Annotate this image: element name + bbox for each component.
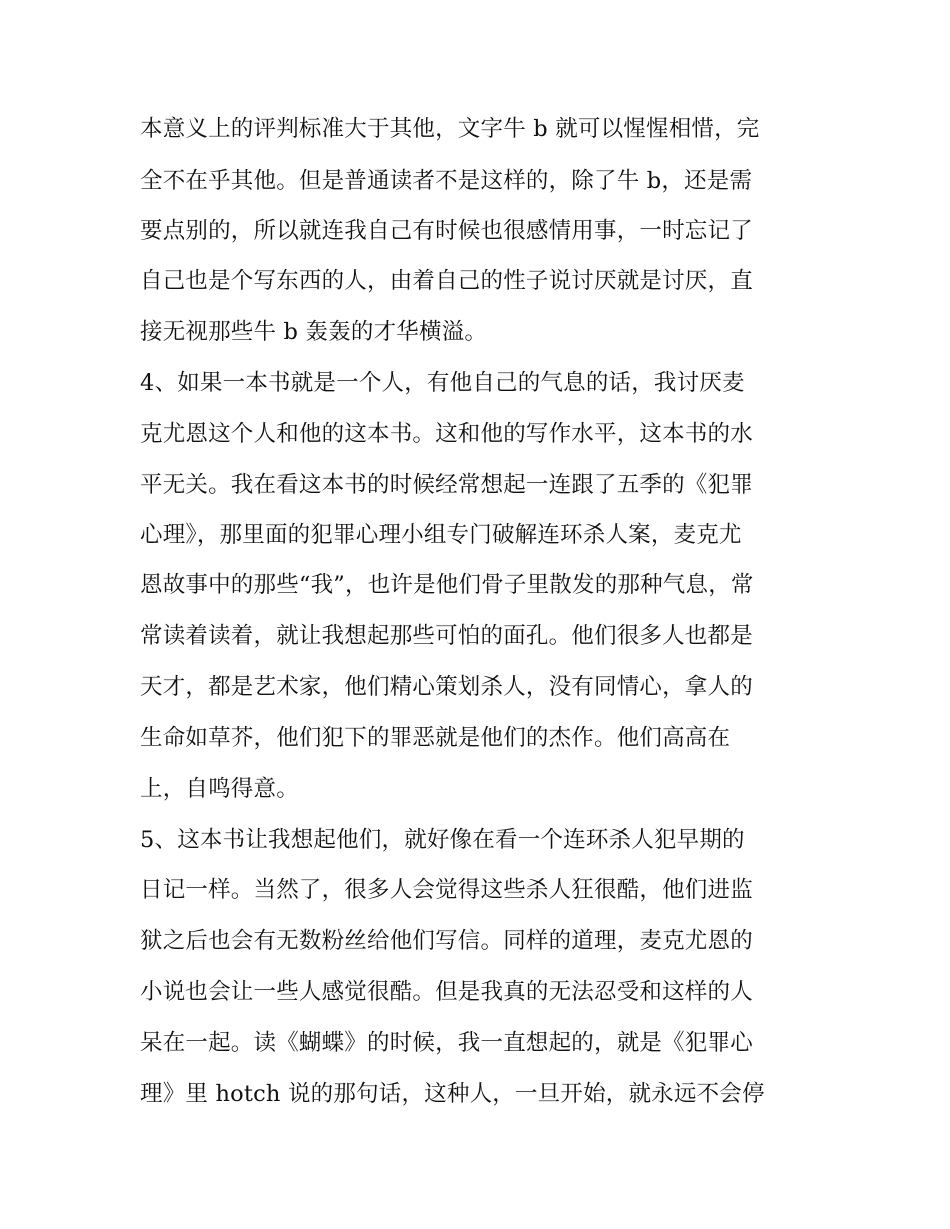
text-line: 本意义上的评判标准大于其他，文字牛 b 就可以惺惺相惜，完 bbox=[140, 116, 760, 142]
text-line: 全不在乎其他。但是普通读者不是这样的，除了牛 b，还是需 bbox=[140, 168, 753, 194]
text-line: 4、如果一本书就是一个人，有他自己的气息的话，我讨厌麦 bbox=[140, 370, 745, 396]
text-line: 狱之后也会有无数粉丝给他们写信。同样的道理，麦克尤恩的 bbox=[140, 928, 753, 954]
text-line: 常读着读着，就让我想起那些可怕的面孔。他们很多人也都是 bbox=[140, 623, 753, 649]
text-line: 理》里 hotch 说的那句话，这种人，一旦开始，就永远不会停 bbox=[140, 1081, 765, 1107]
text-line: 生命如草芥，他们犯下的罪恶就是他们的杰作。他们高高在 bbox=[140, 725, 731, 751]
text-line: 恩故事中的那些“我”，也许是他们骨子里散发的那种气息，常 bbox=[140, 572, 754, 598]
text-line: 5、这本书让我想起他们，就好像在看一个连环杀人犯早期的 bbox=[140, 827, 745, 853]
text-line: 天才，都是艺术家，他们精心策划杀人，没有同情心，拿人的 bbox=[140, 674, 753, 700]
text-line: 自己也是个写东西的人，由着自己的性子说讨厌就是讨厌，直 bbox=[140, 268, 753, 294]
text-line: 克尤恩这个人和他的这本书。这和他的写作水平，这本书的水 bbox=[140, 421, 753, 447]
text-line: 心理》，那里面的犯罪心理小组专门破解连环杀人案，麦克尤 bbox=[140, 522, 742, 548]
text-line: 接无视那些牛 b 轰轰的才华横溢。 bbox=[140, 319, 488, 345]
text-line: 日记一样。当然了，很多人会觉得这些杀人狂很酷，他们进监 bbox=[140, 877, 753, 903]
text-line: 平无关。我在看这本书的时候经常想起一连跟了五季的《犯罪 bbox=[140, 472, 753, 498]
text-line: 要点别的，所以就连我自己有时候也很感情用事，一时忘记了 bbox=[140, 218, 753, 244]
text-line: 小说也会让一些人感觉很酷。但是我真的无法忍受和这样的人 bbox=[140, 979, 753, 1005]
text-line: 呆在一起。读《蝴蝶》的时候，我一直想起的，就是《犯罪心 bbox=[140, 1030, 753, 1056]
text-line: 上，自鸣得意。 bbox=[140, 776, 299, 802]
